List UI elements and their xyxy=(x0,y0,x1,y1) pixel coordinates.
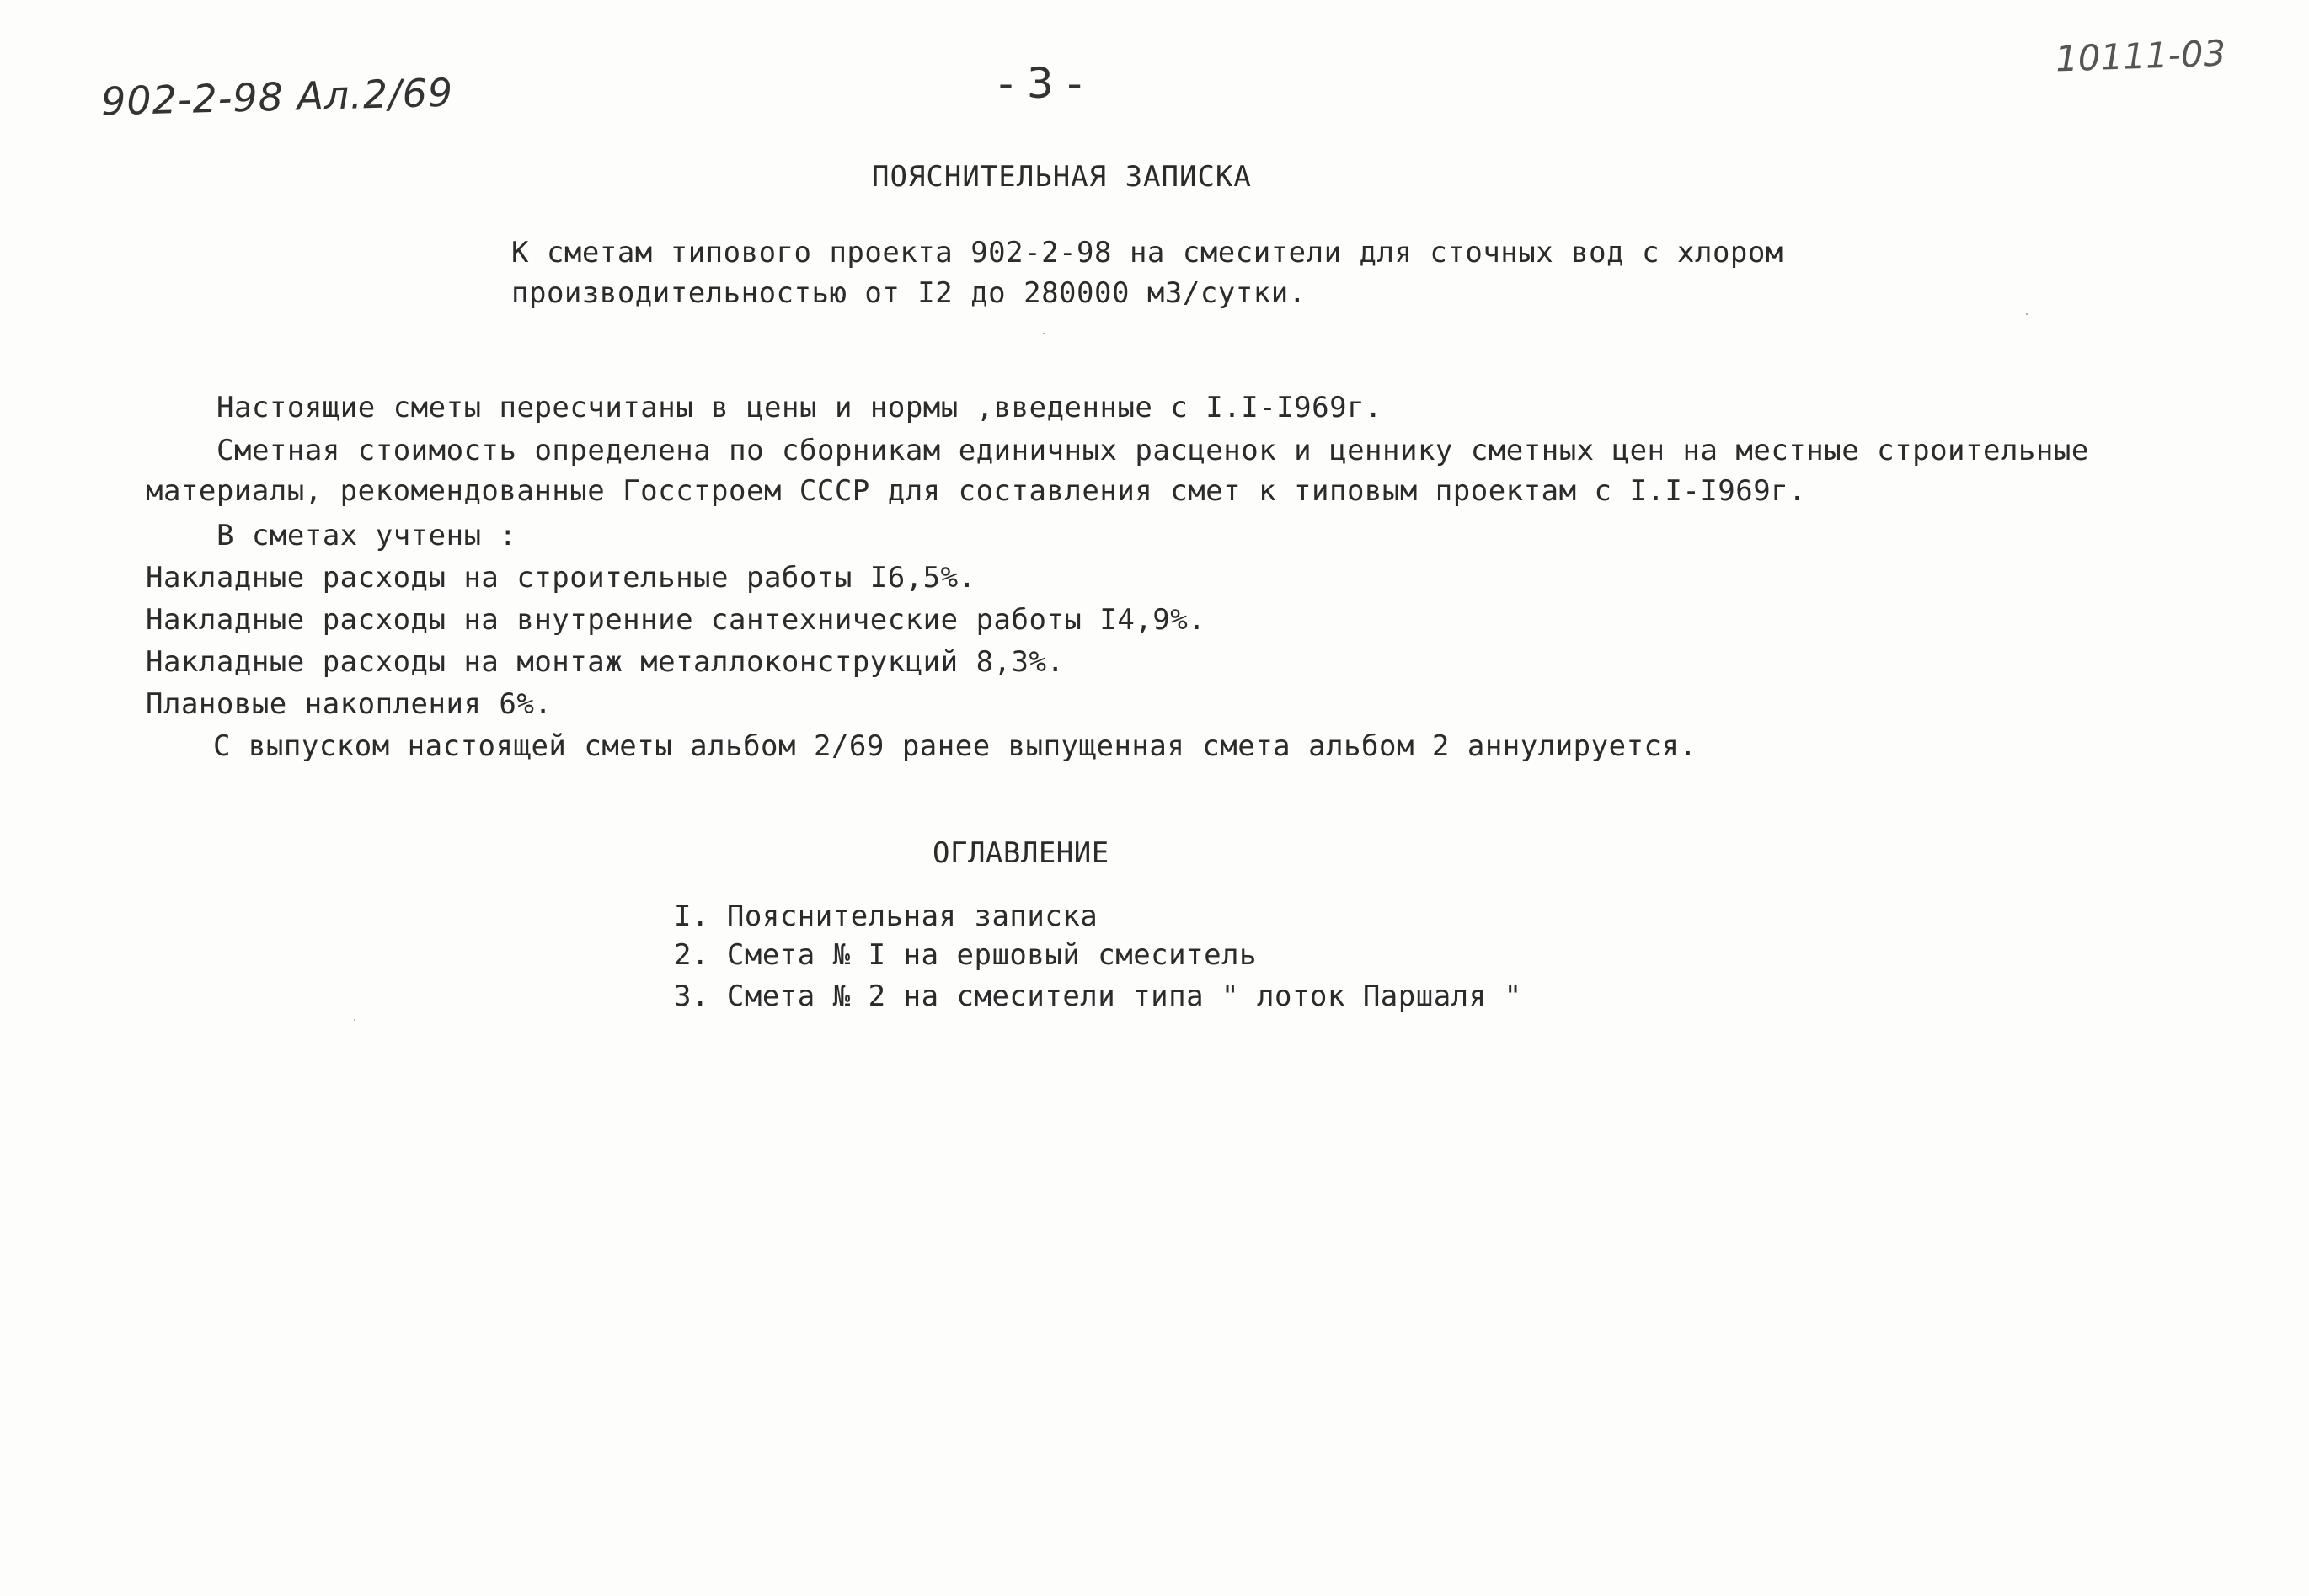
accounted-heading: В сметах учтены : xyxy=(216,519,517,552)
scan-speck xyxy=(354,1019,355,1021)
intro-paragraph: Настоящие сметы пересчитаны в цены и нормы ,введенные с I.I-I969г. xyxy=(216,391,1383,424)
stamp-code: 902-2-98 Ал.2/69 xyxy=(100,69,454,125)
scan-speck xyxy=(2026,313,2028,315)
overhead-metal: Накладные расходы на монтаж металлоконструкций 8,3%. xyxy=(146,645,1065,679)
toc-item: I. Пояснительная записка xyxy=(674,899,1098,933)
toc-item: 2. Смета № I на ершовый смеситель xyxy=(674,938,1258,972)
toc-item: 3. Смета № 2 на смесители типа " лоток Паршаля " xyxy=(674,979,1522,1013)
subtitle-line-1: К сметам типового проекта 902-2-98 на смесители для сточных вод с хлором xyxy=(511,236,1783,270)
toc-title: ОГЛАВЛЕНИЕ xyxy=(933,836,1109,870)
overhead-construction: Накладные расходы на строительные работы I6,5%. xyxy=(146,561,976,595)
cost-paragraph-line-2: материалы, рекомендованные Госстроем СССР для составления смет к типовым проектам с I.I-I969г. xyxy=(146,474,1807,508)
planned-savings: Плановые накопления 6%. xyxy=(146,687,553,721)
page-number: - 3 - xyxy=(998,59,1082,108)
subtitle-line-2: производительностью от I2 до 280000 м3/сутки. xyxy=(511,276,1307,310)
annulment-paragraph: С выпуском настоящей сметы альбом 2/69 ранее выпущенная смета альбом 2 аннулируется. xyxy=(213,729,1697,763)
document-title: ПОЯСНИТЕЛЬНАЯ ЗАПИСКА xyxy=(872,160,1252,194)
archive-number: 10111-03 xyxy=(2055,32,2227,80)
scan-speck xyxy=(1043,333,1045,334)
cost-paragraph-line-1: Сметная стоимость определена по сборникам единичных расценок и ценнику сметных цен на местные строительные xyxy=(216,434,2089,467)
overhead-sanitary: Накладные расходы на внутренние сантехнические работы I4,9%. xyxy=(146,603,1206,637)
